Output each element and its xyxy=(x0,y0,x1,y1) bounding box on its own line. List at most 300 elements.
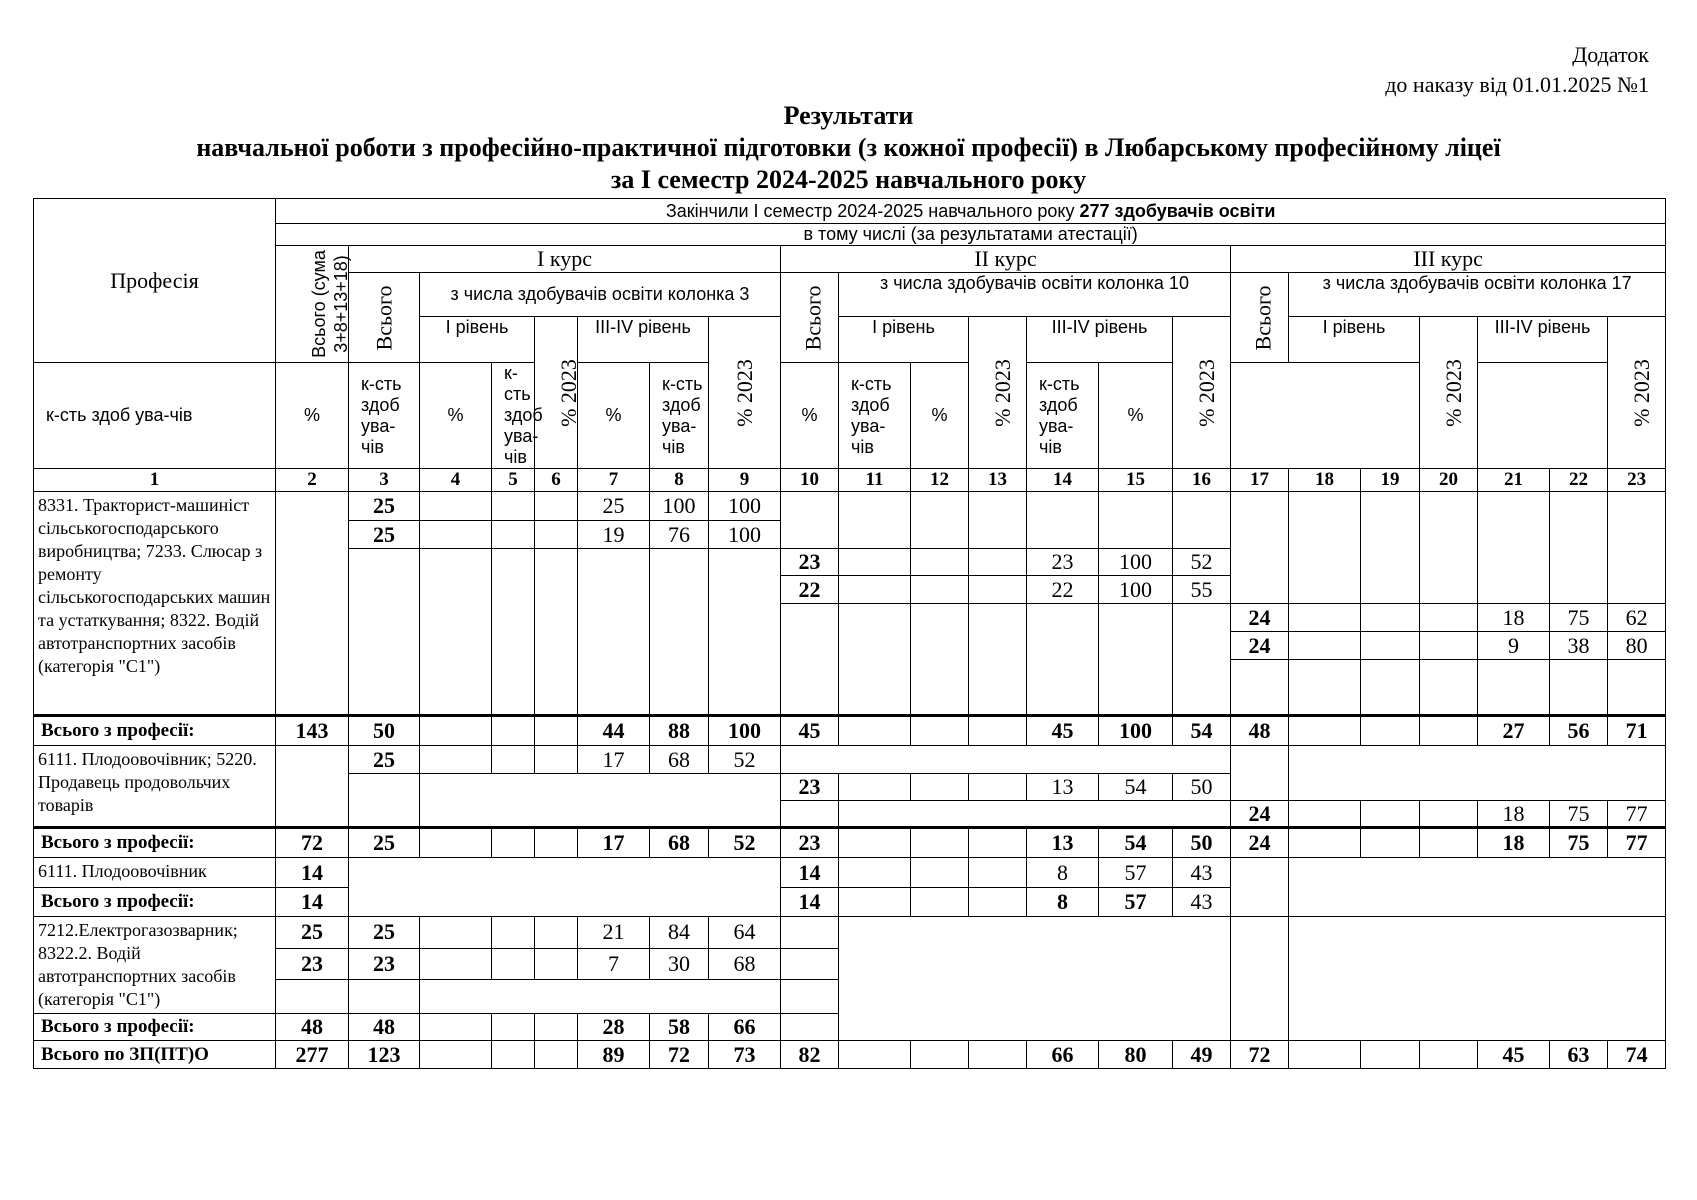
grand-total-value: 80 xyxy=(1099,1041,1173,1069)
empty-cell xyxy=(911,774,969,801)
empty-cell xyxy=(1608,492,1666,604)
c1-total-cell: 25 xyxy=(349,917,420,949)
grand-total-value: 123 xyxy=(349,1041,420,1069)
header-c2-pct2023-l1 xyxy=(969,317,1027,469)
header-c3-of-col17: з числа здобувачів освіти колонка 17 xyxy=(1289,273,1666,317)
header-pct: % xyxy=(911,363,969,469)
empty-cell xyxy=(535,492,578,521)
value-cell: 23 xyxy=(1027,549,1099,576)
value-cell: 100 xyxy=(709,492,781,521)
empty-cell xyxy=(535,1041,578,1069)
value-cell: 7 xyxy=(578,948,650,979)
header-c3-level1: І рівень xyxy=(1289,317,1420,363)
empty-cell xyxy=(420,917,492,949)
empty-cell xyxy=(781,948,839,979)
value-cell: 68 xyxy=(650,746,709,774)
column-number: 17 xyxy=(1231,469,1289,492)
empty-cell xyxy=(276,746,349,828)
empty-cell xyxy=(578,549,650,716)
total-label: Всього з професії: xyxy=(34,1014,276,1041)
c1-total-cell: 25 xyxy=(349,521,420,549)
header-c1-pct2023-l34 xyxy=(709,317,781,469)
total-label: Всього з професії: xyxy=(34,888,276,917)
empty-cell xyxy=(969,1041,1027,1069)
addendum-block xyxy=(1385,40,1649,100)
total-value: 68 xyxy=(650,828,709,858)
empty-cell xyxy=(276,492,349,716)
total-value: 54 xyxy=(1099,828,1173,858)
empty-cell xyxy=(969,576,1027,604)
empty-cell xyxy=(911,1041,969,1069)
empty-cell xyxy=(1027,492,1099,549)
column-number: 10 xyxy=(781,469,839,492)
grand-total-value: 277 xyxy=(276,1041,349,1069)
header-course-3: ІІІ курс xyxy=(1231,246,1666,273)
empty-cell xyxy=(1289,801,1361,828)
value-cell: 52 xyxy=(1173,549,1231,576)
empty-cell xyxy=(1289,828,1361,858)
header-course-2: ІІ курс xyxy=(781,246,1231,273)
total-value: 100 xyxy=(709,716,781,746)
empty-cell xyxy=(349,774,420,828)
empty-cell xyxy=(969,888,1027,917)
empty-cell xyxy=(1289,1041,1361,1069)
column-number: 14 xyxy=(1027,469,1099,492)
value-cell: 100 xyxy=(709,521,781,549)
total-value: 8 xyxy=(1027,888,1099,917)
total-value: 13 xyxy=(1027,828,1099,858)
column-numbers-row xyxy=(34,469,1666,492)
value-cell: 57 xyxy=(1099,858,1173,888)
empty-cell xyxy=(1289,917,1666,1041)
total-value: 77 xyxy=(1608,828,1666,858)
total-value: 71 xyxy=(1608,716,1666,746)
empty-cell xyxy=(1231,746,1289,801)
empty-cell xyxy=(420,549,492,716)
header-c1-level1: І рівень xyxy=(420,317,535,363)
empty-cell xyxy=(1608,660,1666,716)
header-pct: % xyxy=(420,363,492,469)
total-value: 14 xyxy=(781,888,839,917)
empty-cell xyxy=(420,1014,492,1041)
empty-cell xyxy=(839,576,911,604)
column-number: 8 xyxy=(650,469,709,492)
c3-total-cell: 24 xyxy=(1231,632,1289,660)
value-cell: 75 xyxy=(1550,604,1608,632)
total-value: 48 xyxy=(276,1014,349,1041)
header-c2-level1: І рівень xyxy=(839,317,969,363)
column-number: 3 xyxy=(349,469,420,492)
empty-cell xyxy=(492,716,535,746)
empty-cell xyxy=(535,1014,578,1041)
empty-cell xyxy=(911,492,969,549)
header-c3-pct2023-l34 xyxy=(1608,317,1666,469)
empty-cell xyxy=(535,716,578,746)
column-number: 13 xyxy=(969,469,1027,492)
header-c1-total-text: Всього xyxy=(370,285,396,350)
table-row xyxy=(34,858,1666,888)
header-total-sum xyxy=(276,246,349,363)
empty-cell xyxy=(911,888,969,917)
total-value: 27 xyxy=(1478,716,1550,746)
empty-cell xyxy=(276,979,349,1013)
header-count: к-сть здоб ува-чів xyxy=(839,363,911,469)
header-completed-text: Закінчили І семестр 2024-2025 навчального року xyxy=(665,200,1080,221)
total-value: 45 xyxy=(781,716,839,746)
empty-cell xyxy=(492,492,535,521)
empty-cell xyxy=(839,716,911,746)
grand-total-value: 82 xyxy=(781,1041,839,1069)
header-pct: % xyxy=(578,363,650,469)
header-count: к-сть здоб ува-чів xyxy=(1027,363,1099,469)
header-course-1: І курс xyxy=(349,246,781,273)
empty-cell xyxy=(839,888,911,917)
total-value: 56 xyxy=(1550,716,1608,746)
empty-cell xyxy=(349,858,781,917)
empty-cell xyxy=(1420,801,1478,828)
empty-cell xyxy=(839,604,911,716)
value-cell: 25 xyxy=(578,492,650,521)
value-cell: 80 xyxy=(1608,632,1666,660)
empty-cell xyxy=(781,604,839,716)
empty-cell xyxy=(420,828,492,858)
column-number: 9 xyxy=(709,469,781,492)
empty-cell xyxy=(781,801,839,828)
empty-cell xyxy=(535,521,578,549)
total-value: 43 xyxy=(1173,888,1231,917)
grand-total-value: 74 xyxy=(1608,1041,1666,1069)
value-cell: 9 xyxy=(1478,632,1550,660)
empty-cell xyxy=(1361,604,1420,632)
header-completed xyxy=(276,199,1666,224)
empty-cell xyxy=(492,917,535,949)
empty-cell xyxy=(839,549,911,576)
empty-cell xyxy=(492,549,535,716)
empty-cell xyxy=(781,979,839,1013)
empty-cell xyxy=(1027,604,1099,716)
header-c2-level34: ІІІ-IV рівень xyxy=(1027,317,1173,363)
header-pct: % xyxy=(1099,363,1173,469)
value-cell: 64 xyxy=(709,917,781,949)
header-c3-total-text: Всього xyxy=(1250,285,1276,350)
total-sum-cell: 14 xyxy=(276,858,349,888)
empty-cell xyxy=(535,549,578,716)
empty-cell xyxy=(1361,828,1420,858)
column-number: 6 xyxy=(535,469,578,492)
empty-cell xyxy=(1550,660,1608,716)
header-c2-total xyxy=(781,273,839,363)
addendum-order-ref: до наказу від 01.01.2025 №1 xyxy=(1385,72,1649,97)
total-value: 48 xyxy=(349,1014,420,1041)
document-title xyxy=(0,100,1697,196)
title-line-1: Результати xyxy=(783,101,914,130)
empty-cell xyxy=(1420,604,1478,632)
empty-cell xyxy=(535,746,578,774)
column-number: 23 xyxy=(1608,469,1666,492)
total-value: 14 xyxy=(276,888,349,917)
column-number: 20 xyxy=(1420,469,1478,492)
empty-cell xyxy=(1099,492,1173,549)
empty-cell xyxy=(911,828,969,858)
value-cell: 18 xyxy=(1478,801,1550,828)
c1-total-cell: 25 xyxy=(349,492,420,521)
empty-cell xyxy=(1289,604,1361,632)
empty-cell xyxy=(1478,660,1550,716)
empty-cell xyxy=(911,604,969,716)
empty-cell xyxy=(1420,1041,1478,1069)
header-total-sum-line2: 3+8+13+18) xyxy=(330,255,351,353)
total-value: 44 xyxy=(578,716,650,746)
grand-total-label: Всього по ЗП(ПТ)О xyxy=(34,1041,276,1069)
empty-cell xyxy=(1289,716,1361,746)
grand-total-value: 72 xyxy=(1231,1041,1289,1069)
value-cell: 54 xyxy=(1099,774,1173,801)
total-value: 72 xyxy=(276,828,349,858)
pct2023-text: % 2023 xyxy=(731,358,757,427)
empty-cell xyxy=(1420,632,1478,660)
column-number: 21 xyxy=(1478,469,1550,492)
header-c1-total xyxy=(349,273,420,363)
total-row xyxy=(34,828,1666,858)
empty-cell xyxy=(839,858,911,888)
empty-cell xyxy=(1361,716,1420,746)
total-sum-cell: 23 xyxy=(276,948,349,979)
value-cell: 100 xyxy=(1099,549,1173,576)
empty-cell xyxy=(839,492,911,549)
value-cell: 76 xyxy=(650,521,709,549)
empty-cell xyxy=(839,917,1231,1041)
pct2023-text: % 2023 xyxy=(555,358,581,427)
empty-cell xyxy=(492,948,535,979)
header-c3-total xyxy=(1231,273,1289,363)
grand-total-value: 89 xyxy=(578,1041,650,1069)
profession-cell: 6111. Плодоовочівник xyxy=(34,858,276,888)
empty-cell xyxy=(1420,660,1478,716)
total-value: 18 xyxy=(1478,828,1550,858)
column-number: 22 xyxy=(1550,469,1608,492)
header-completed-count: 277 здобувачів освіти xyxy=(1079,200,1276,221)
grand-total-value: 63 xyxy=(1550,1041,1608,1069)
empty-cell xyxy=(420,1041,492,1069)
empty-cell xyxy=(420,716,492,746)
value-cell: 38 xyxy=(1550,632,1608,660)
column-number: 18 xyxy=(1289,469,1361,492)
empty-cell xyxy=(492,746,535,774)
header-c1-of-col3: з числа здобувачів освіти колонка 3 xyxy=(420,273,781,317)
table-row xyxy=(34,917,1666,949)
c1-total-cell: 23 xyxy=(349,948,420,979)
total-row xyxy=(34,716,1666,746)
empty-cell xyxy=(420,948,492,979)
empty-cell xyxy=(969,604,1027,716)
empty-cell xyxy=(911,576,969,604)
column-number: 12 xyxy=(911,469,969,492)
empty-cell xyxy=(911,716,969,746)
empty-cell xyxy=(349,979,420,1013)
total-value: 17 xyxy=(578,828,650,858)
value-cell: 75 xyxy=(1550,801,1608,828)
header-total-sum-line1: Всього (сума xyxy=(308,250,329,358)
column-number: 19 xyxy=(1361,469,1420,492)
empty-cell xyxy=(420,746,492,774)
grand-total-row xyxy=(34,1041,1666,1069)
empty-cell xyxy=(709,549,781,716)
empty-cell xyxy=(969,828,1027,858)
column-number: 7 xyxy=(578,469,650,492)
c1-total-cell: 25 xyxy=(349,746,420,774)
results-table xyxy=(33,198,1666,1069)
empty-cell xyxy=(839,774,911,801)
column-number: 1 xyxy=(34,469,276,492)
header-c1-pct2023-l1 xyxy=(535,317,581,469)
total-value: 45 xyxy=(1027,716,1099,746)
column-number: 5 xyxy=(492,469,535,492)
empty-cell xyxy=(1361,801,1420,828)
empty-cell xyxy=(911,858,969,888)
total-sum-cell: 25 xyxy=(276,917,349,949)
value-cell: 22 xyxy=(1027,576,1099,604)
header-count: к-сть здоб ува-чів xyxy=(492,363,535,469)
total-value: 48 xyxy=(1231,716,1289,746)
header-c2-pct2023-l34 xyxy=(1173,317,1231,469)
empty-cell xyxy=(535,948,578,979)
empty-cell xyxy=(535,917,578,949)
grand-total-value: 45 xyxy=(1478,1041,1550,1069)
total-value: 143 xyxy=(276,716,349,746)
empty-cell xyxy=(1231,917,1289,1041)
empty-cell xyxy=(420,979,781,1013)
value-cell: 21 xyxy=(578,917,650,949)
column-number: 15 xyxy=(1099,469,1173,492)
value-cell: 100 xyxy=(1099,576,1173,604)
column-number: 11 xyxy=(839,469,911,492)
title-line-3: за І семестр 2024-2025 навчального року xyxy=(610,165,1087,194)
column-number: 2 xyxy=(276,469,349,492)
table-row xyxy=(34,492,1666,521)
value-cell: 62 xyxy=(1608,604,1666,632)
addendum-label: Додаток xyxy=(1572,42,1649,67)
grand-total-value: 66 xyxy=(1027,1041,1099,1069)
empty-cell xyxy=(1361,632,1420,660)
header-including: в тому числі (за результатами атестації) xyxy=(276,224,1666,246)
total-value: 100 xyxy=(1099,716,1173,746)
empty-cell xyxy=(839,828,911,858)
grand-total-value: 73 xyxy=(709,1041,781,1069)
table-row xyxy=(34,746,1666,774)
empty-cell xyxy=(1361,492,1420,604)
empty-cell xyxy=(1099,604,1173,716)
pct2023-text: % 2023 xyxy=(1628,358,1654,427)
c2-total-cell: 23 xyxy=(781,549,839,576)
column-number: 16 xyxy=(1173,469,1231,492)
empty-cell xyxy=(1361,660,1420,716)
empty-cell xyxy=(492,1041,535,1069)
empty-cell xyxy=(349,549,420,716)
total-value: 54 xyxy=(1173,716,1231,746)
empty-cell xyxy=(420,492,492,521)
total-value: 57 xyxy=(1099,888,1173,917)
pct2023-text: % 2023 xyxy=(1193,358,1219,427)
empty-cell xyxy=(650,549,709,716)
empty-cell xyxy=(1231,492,1289,604)
empty-cell xyxy=(969,549,1027,576)
empty-cell xyxy=(1478,492,1550,604)
empty-cell xyxy=(1289,492,1361,604)
total-value: 25 xyxy=(349,828,420,858)
value-cell: 52 xyxy=(709,746,781,774)
total-value: 23 xyxy=(781,828,839,858)
empty-cell xyxy=(781,917,839,949)
total-value: 52 xyxy=(709,828,781,858)
empty-cell xyxy=(535,828,578,858)
empty-cell xyxy=(1231,660,1289,716)
grand-total-value: 72 xyxy=(650,1041,709,1069)
total-value: 24 xyxy=(1231,828,1289,858)
empty-cell xyxy=(781,746,1231,774)
empty-cell xyxy=(1550,492,1608,604)
empty-cell xyxy=(1289,660,1361,716)
profession-cell: 8331. Тракторист-машиніст сільськогосподарського виробництва; 7233. Слюсар з ремонту сільськогосподарських машин та устаткування; 8322. Водій автотранспортних засобів (категорія "С1") xyxy=(34,492,276,716)
header-count: к-сть здоб ува-чів xyxy=(349,363,420,469)
value-cell: 17 xyxy=(578,746,650,774)
total-value: 50 xyxy=(349,716,420,746)
header-count: к-сть здоб ува-чів xyxy=(34,363,276,469)
empty-cell xyxy=(1173,492,1231,549)
header-profession: Професія xyxy=(34,199,276,363)
profession-cell: 7212.Електрогазозварник; 8322.2. Водій автотранспортних засобів (категорія "С1") xyxy=(34,917,276,1014)
empty-cell xyxy=(1289,632,1361,660)
empty-cell xyxy=(1173,604,1231,716)
pct2023-text: % 2023 xyxy=(1440,358,1466,427)
empty-cell xyxy=(1420,716,1478,746)
grand-total-value: 49 xyxy=(1173,1041,1231,1069)
column-number: 4 xyxy=(420,469,492,492)
value-cell: 19 xyxy=(578,521,650,549)
empty-cell xyxy=(492,828,535,858)
total-value: 58 xyxy=(650,1014,709,1041)
value-cell: 50 xyxy=(1173,774,1231,801)
value-cell: 8 xyxy=(1027,858,1099,888)
total-value: 28 xyxy=(578,1014,650,1041)
c2-total-cell: 23 xyxy=(781,774,839,801)
empty-cell xyxy=(1420,492,1478,604)
value-cell: 18 xyxy=(1478,604,1550,632)
empty-cell xyxy=(969,858,1027,888)
empty-cell xyxy=(839,1041,911,1069)
total-value: 50 xyxy=(1173,828,1231,858)
value-cell: 55 xyxy=(1173,576,1231,604)
empty-cell xyxy=(969,716,1027,746)
empty-cell xyxy=(969,774,1027,801)
empty-cell xyxy=(420,774,781,828)
empty-cell xyxy=(781,1014,839,1041)
pct2023-text: % 2023 xyxy=(989,358,1015,427)
total-label: Всього з професії: xyxy=(34,828,276,858)
empty-cell xyxy=(1231,858,1289,917)
header-c3-level34: ІІІ-IV рівень xyxy=(1478,317,1608,363)
empty-cell xyxy=(969,492,1027,549)
value-cell: 13 xyxy=(1027,774,1099,801)
empty-cell xyxy=(492,1014,535,1041)
c3-total-cell: 24 xyxy=(1231,604,1289,632)
empty-cell xyxy=(1420,828,1478,858)
empty-cell xyxy=(420,521,492,549)
empty-cell xyxy=(492,521,535,549)
value-cell: 77 xyxy=(1608,801,1666,828)
c2-total-cell: 14 xyxy=(781,858,839,888)
header-c2-of-col10: з числа здобувачів освіти колонка 10 xyxy=(839,273,1231,317)
header-c3-pct2023-l1 xyxy=(1420,317,1478,469)
